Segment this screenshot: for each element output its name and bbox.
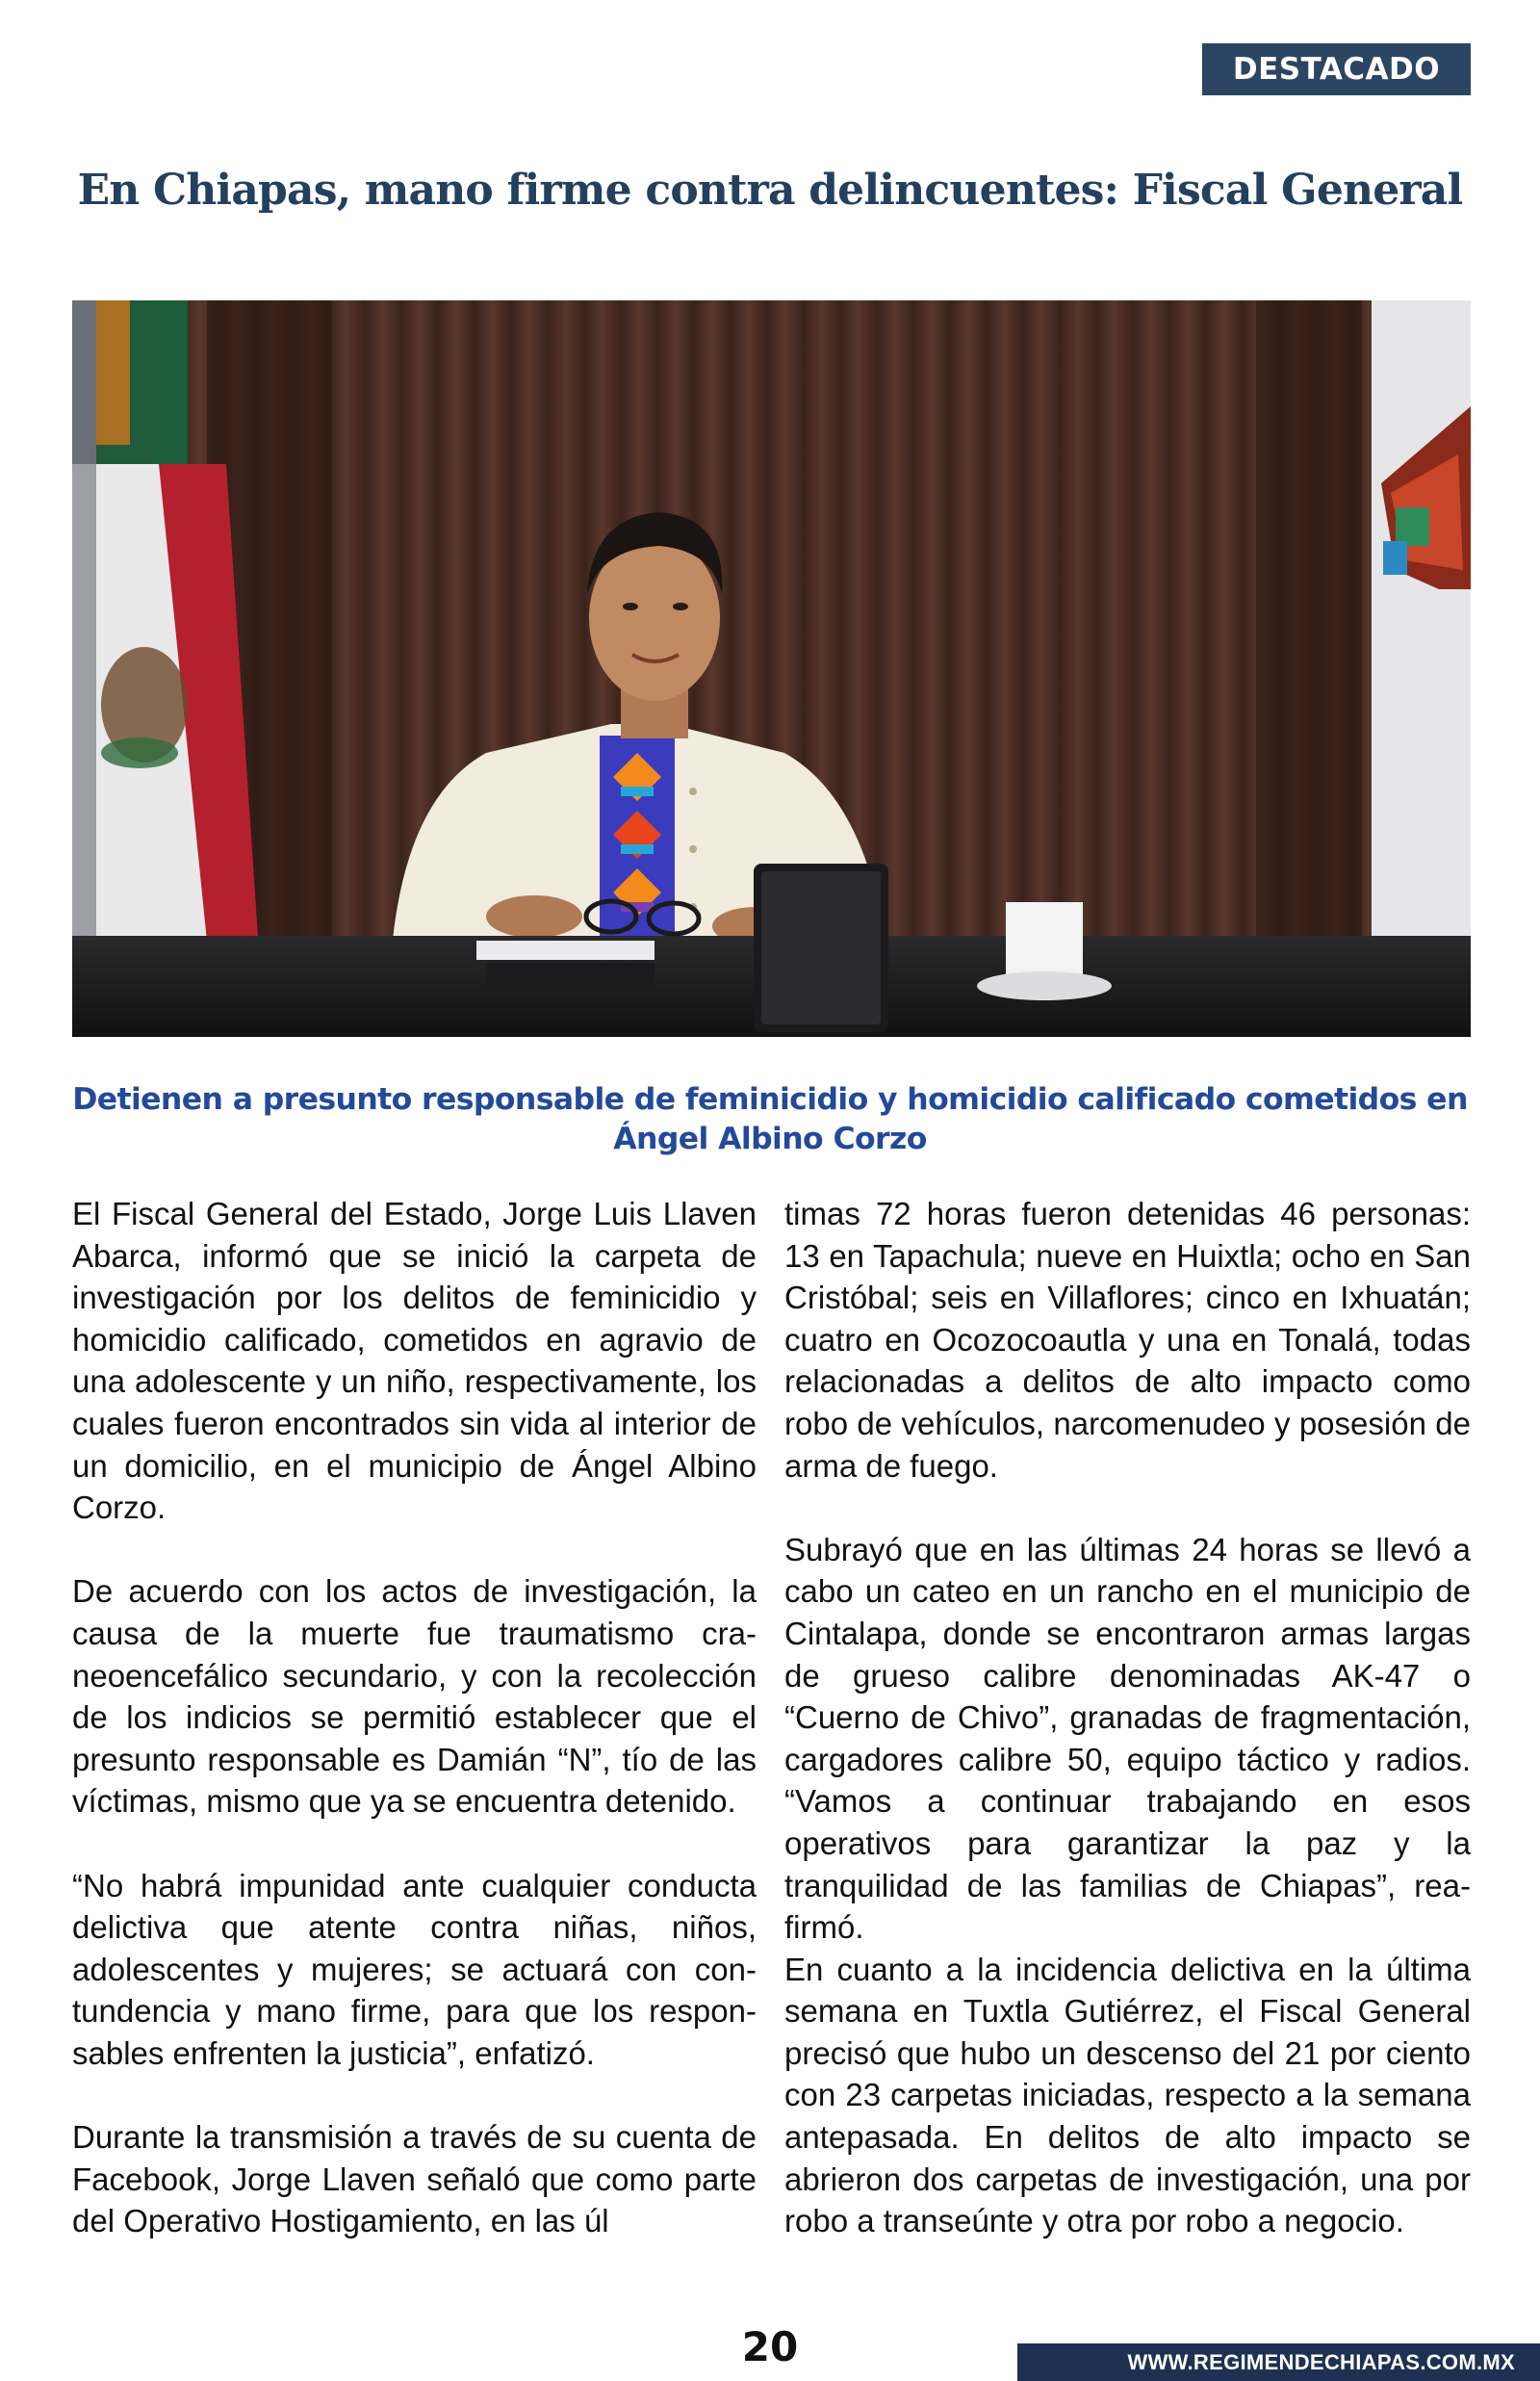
website-link[interactable]: WWW.REGIMENDECHIAPAS.COM.MX: [1127, 2349, 1515, 2374]
paragraph: De acuerdo con los actos de investigación, la causa de la muerte fue traumatismo craneoencefálico secundario, y con la recolección de los indicios se permitió establecer que el presunto responsable es Damián “N”, tío de las víctimas, mismo que ya se encuentra detenido.: [72, 1573, 757, 1820]
paragraph: El Fiscal General del Estado, Jorge Luis Llaven Abarca, informó que se inició la carpeta de investigación por los delitos de feminicidio y homicidio calificado, cometidos en agravio de una adolescente y un niño, respectivamente, los cuales fueron encontrados sin vida al interior de un domicilio, en el municipio de Ángel Albino Corzo.: [72, 1196, 757, 1526]
paragraph: timas 72 horas fueron detenidas 46 personas: 13 en Tapachula; nueve en Huixtla; ocho en San Cristóbal; seis en Villaflores; cinco en Ixhuatán; cuatro en Ocozocoautla y una en Tonalá, todas relacionadas a delitos de alto impacto como robo de vehículos, narcomenudeo y posesión de arma de fuego.: [784, 1196, 1471, 1484]
section-badge: DESTACADO: [1202, 43, 1471, 95]
article-subheadline: Detienen a presunto responsable de feminicidio y homicidio calificado cometidos en Ángel Albino Corzo: [72, 1082, 1468, 1156]
website-footer: [1017, 2343, 1540, 2381]
paragraph: Durante la transmisión a través de su cuenta de Facebook, Jorge Llaven señaló que como parte del Operativo Hostigamiento, en las úl: [72, 2119, 757, 2239]
page-number: 20: [741, 2323, 799, 2370]
paragraph: Subrayó que en las últimas 24 horas se llevó a cabo un cateo en un rancho en el municipio de Cintalapa, donde se encontraron armas largas de grueso calibre denominadas AK-47 o “Cuerno de Chivo”, granadas de fragmentación, cargadores calibre 50, equipo táctico y radios. “Vamos a continuar trabajando en esos operativos para garantizar la paz y la tranquilidad de las familias de Chiapas”, reafirmó.: [784, 1531, 1471, 1946]
photo-fiscal-general-at-desk-icon: [72, 300, 1471, 1037]
body-column-right: [784, 1193, 1471, 2242]
paragraph: “No habrá impunidad ante cualquier conducta delictiva que atente contra niñas, niños, adolescentes y mujeres; se actuará con contundencia y mano firme, para que los responsables enfrenten la justicia”, enfatizó.: [72, 1867, 757, 2071]
paragraph: En cuanto a la incidencia delictiva en la última semana en Tuxtla Gutiérrez, el Fiscal General precisó que hubo un descenso del 21 por ciento con 23 carpetas iniciadas, respecto a la semana antepasada. En delitos de alto impacto se abrieron dos carpetas de investigación, una por robo a transeúnte y otra por robo a negocio.: [784, 1951, 1471, 2239]
article-headline: En Chiapas, mano firme contra delincuentes: Fiscal General: [77, 166, 1463, 215]
article-photo: [72, 300, 1471, 1037]
body-column-left: [72, 1193, 757, 2242]
